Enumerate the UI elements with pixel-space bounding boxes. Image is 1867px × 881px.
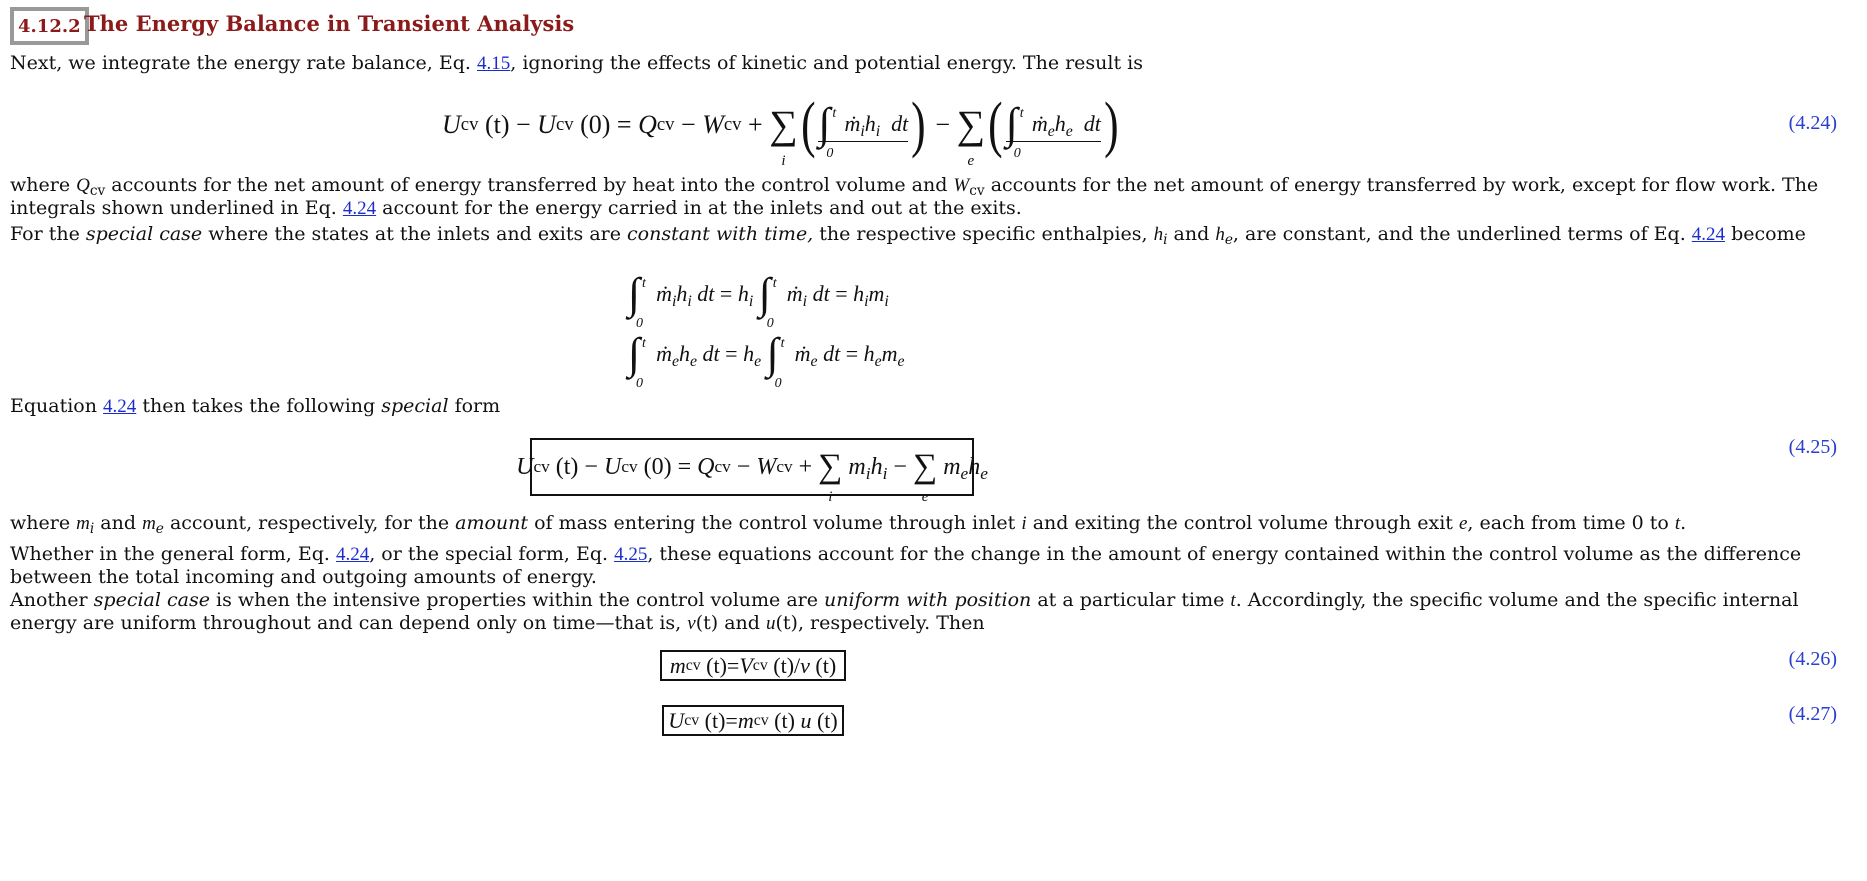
paragraph-equation-then: Equation 4.24 then takes the following special form [10, 395, 501, 417]
equation-number-4-26: (4.26) [1788, 648, 1837, 670]
equation-number-4-24: (4.24) [1788, 112, 1837, 134]
equation-4-26: m cv (t) = V cv (t) / v (t) [660, 650, 846, 681]
equation-inlet-integral: ∫ t 0 $ṁ_ih_i$ dt = $h_i$ ∫ t 0 ṁ$_i$ dt = $h_im_i$ [628, 269, 889, 331]
eq-link-4-24[interactable]: 4.24 [342, 198, 377, 219]
eq-link-4-24-c[interactable]: 4.24 [103, 396, 137, 417]
paragraph-general-special: Whether in the general form, Eq. 4.24, or the special form, Eq. 4.25, these equations account for the change in the amount of energy contained within the control volume as the difference between the total incoming and outgoing amounts of energy. [10, 543, 1802, 588]
section-number-badge [10, 7, 89, 45]
paragraph-uniform-position: Another special case is when the intensive properties within the control volume are uniform with position at a particular time t. Accordingly, the specific volume and the specific internal energy are uniform throughout and can depend only on time—that is, v(t) and u(t), respectively. Then [10, 589, 1799, 634]
equation-4-25: U cv (t) − U cv (0) = Q cv − W cv + ∑ i $m_ih_i$ − ∑ e $m_eh_e$ [530, 438, 974, 496]
equation-number-4-27: (4.27) [1788, 703, 1837, 725]
eq-link-4-15[interactable]: 4.15 [476, 53, 511, 74]
paragraph-mass-amounts: where $m_i$ and $m_e$ account, respectively, for the amount of mass entering the control volume through inlet i and exiting the control volume through exit e, each from time 0 to t. [10, 512, 1687, 538]
paragraph-special-case: For the special case where the states at the inlets and exits are constant with time, the respective specific enthalpies, $h_i$ and $h_e$, are constant, and the underlined terms of Eq. 4.24 become [10, 223, 1806, 249]
eq-link-4-24-d[interactable]: 4.24 [335, 544, 370, 565]
eq-link-4-24-b[interactable]: 4.24 [1691, 224, 1726, 245]
eq-link-4-25[interactable]: 4.25 [614, 544, 648, 565]
equation-number-4-25: (4.25) [1788, 436, 1837, 458]
section-title: The Energy Balance in Transient Analysis [84, 11, 575, 36]
equation-exit-integral: ∫ t 0 $ṁ_eh_e$ dt = $h_e$ ∫ t 0 ṁ$_e$ dt = $h_em_e$ [628, 329, 905, 391]
equation-4-24: U cv (t) − U cv (0) = Q cv − W cv + ∑ i ( ∫ t 0 $ṁ_ih_i$ dt ) − ∑ e ( ∫ t 0 $ṁ_eh_e$ dt ) [442, 91, 1119, 169]
paragraph-intro: Next, we integrate the energy rate balance, Eq. 4.15, ignoring the effects of kinetic and potential energy. The result is [10, 52, 1143, 74]
section-number: 4.12.2 [18, 15, 81, 37]
paragraph-q-w-definition: where $Q_{cv}$ accounts for the net amount of energy transferred by heat into the control volume and $W_{cv}$ accounts for the net amount of energy transferred by work, except for flow work. The integrals shown underlined in Eq. 4.24 account for the energy carried in at the inlets and out at the exits. [10, 174, 1819, 219]
equation-4-27: U cv (t) = m cv (t) u (t) [662, 705, 844, 736]
